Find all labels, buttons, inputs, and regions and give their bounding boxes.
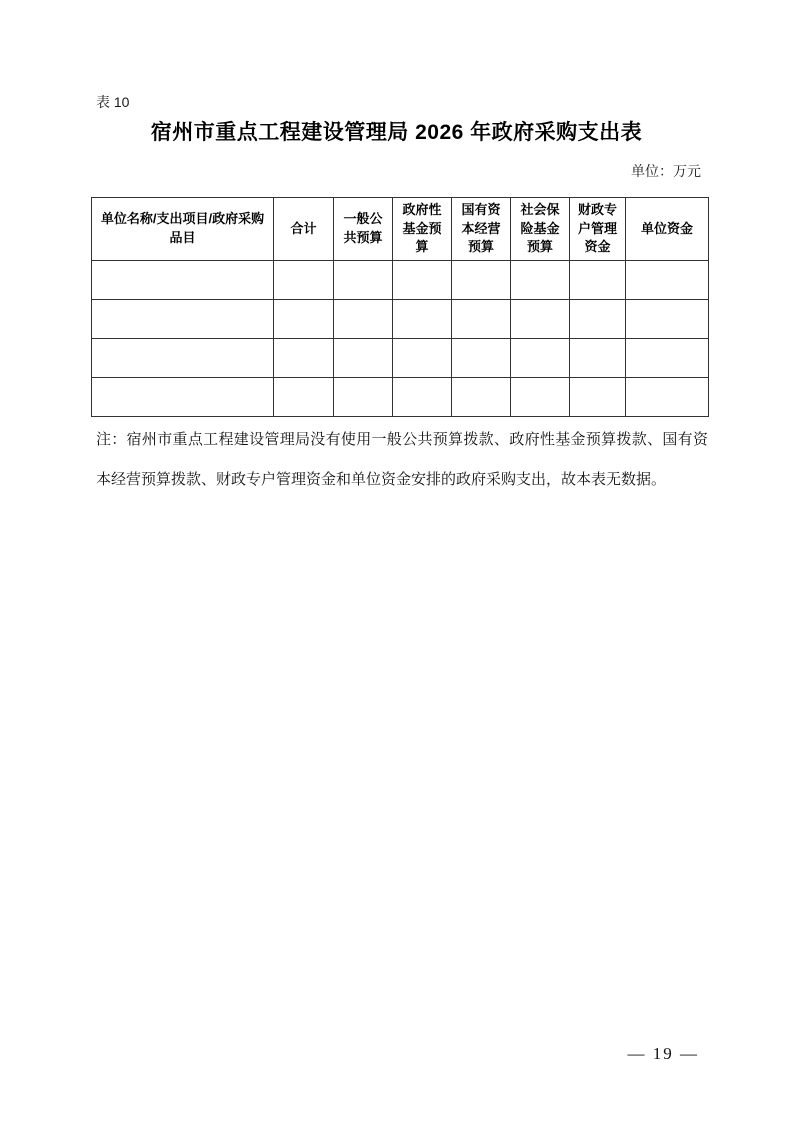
table-cell <box>511 378 570 417</box>
table-cell <box>334 300 393 339</box>
table-cell <box>274 378 334 417</box>
column-header: 财政专户管理资金 <box>570 198 626 261</box>
table-cell <box>452 300 511 339</box>
table-cell <box>274 300 334 339</box>
table-cell <box>452 261 511 300</box>
unit-of-measure-label: 单位：万元 <box>631 163 701 179</box>
table-cell <box>92 339 274 378</box>
table-header-row <box>92 198 709 261</box>
table-cell <box>393 261 452 300</box>
page-title: 宿州市重点工程建设管理局 2026 年政府采购支出表 <box>150 121 643 144</box>
table-cell <box>334 261 393 300</box>
table-cell <box>274 339 334 378</box>
column-header: 单位名称/支出项目/政府采购品目 <box>92 198 274 261</box>
table-cell <box>334 339 393 378</box>
table-cell <box>626 339 709 378</box>
table-cell <box>393 339 452 378</box>
table-number-label: 表 10 <box>96 94 130 110</box>
budget-table <box>91 197 709 417</box>
table-cell <box>570 261 626 300</box>
footnote-text: 注：宿州市重点工程建设管理局没有使用一般公共预算拨款、政府性基金预算拨款、国有资本经营预算拨款、财政专户管理资金和单位资金安排的政府采购支出，故本表无数据。 <box>96 431 708 488</box>
table-cell <box>92 261 274 300</box>
table-cell <box>452 339 511 378</box>
table-cell <box>626 261 709 300</box>
table-cell <box>511 300 570 339</box>
table-cell <box>92 300 274 339</box>
table-cell <box>274 261 334 300</box>
table-row <box>92 378 709 417</box>
table-cell <box>393 378 452 417</box>
table-row <box>92 261 709 300</box>
column-header: 合计 <box>274 198 334 261</box>
table-cell <box>570 300 626 339</box>
table-cell <box>511 339 570 378</box>
column-header: 一般公共预算 <box>334 198 393 261</box>
table-cell <box>393 300 452 339</box>
column-header: 国有资本经营预算 <box>452 198 511 261</box>
table-row <box>92 300 709 339</box>
column-header: 政府性基金预算 <box>393 198 452 261</box>
table-cell <box>452 378 511 417</box>
table-row <box>92 339 709 378</box>
page-number: — 19 — <box>627 1044 699 1063</box>
table-cell <box>92 378 274 417</box>
column-header: 单位资金 <box>626 198 709 261</box>
table-cell <box>570 339 626 378</box>
table-body <box>92 261 709 417</box>
table-cell <box>511 261 570 300</box>
table-cell <box>570 378 626 417</box>
table-cell <box>626 300 709 339</box>
table-cell <box>334 378 393 417</box>
table-cell <box>626 378 709 417</box>
column-header: 社会保险基金预算 <box>511 198 570 261</box>
